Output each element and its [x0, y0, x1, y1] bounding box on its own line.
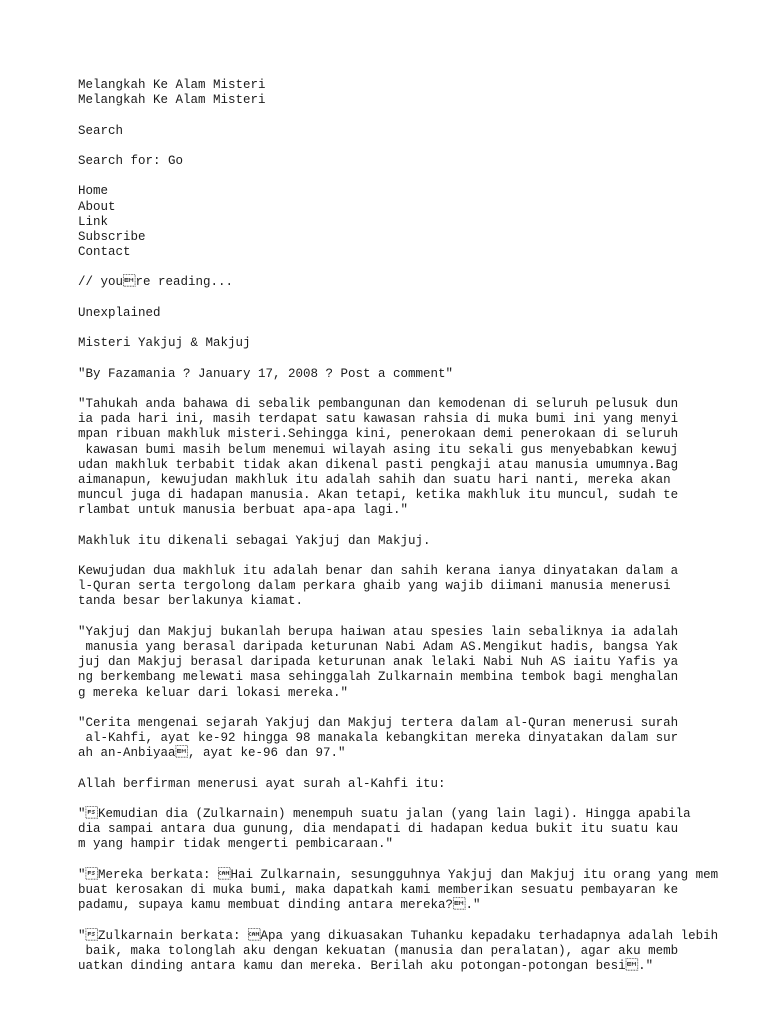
- post-title[interactable]: Misteri Yakjuj & Makjuj: [78, 336, 251, 351]
- paragraph-line: kawasan bumi masih belum menemui wilayah asing itu sekali gus menyebabkan kewuj: [78, 442, 679, 457]
- nav-item-contact[interactable]: Contact: [78, 245, 131, 260]
- paragraph-line: aimanapun, kewujudan makhluk itu adalah sahih dan suatu hari nanti, mereka akan: [78, 472, 671, 487]
- article-paragraph: [78, 534, 768, 549]
- paragraph-line: g mereka keluar dari lokasi mereka.": [78, 685, 349, 700]
- nav-menu: [78, 184, 768, 260]
- paragraph-line: al-Kahfi, ayat ke-92 hingga 98 manakala kebangkitan mereka dinyatakan dalam sur: [78, 731, 679, 746]
- paragraph-line: udan makhluk terbabit tidak akan dikenal pasti pengkaji atau manusia umumnya.Bag: [78, 457, 679, 472]
- paragraph-line: Makhluk itu dikenali sebagai Yakjuj dan Makjuj.: [78, 533, 431, 548]
- nav-item-link[interactable]: Link: [78, 214, 109, 229]
- paragraph-line: m yang hampir tidak mengerti pembicaraan.": [78, 837, 394, 852]
- paragraph-line: l-Quran serta tergolong dalam perkara ghaib yang wajib diimani manusia menerusi: [78, 579, 671, 594]
- site-title[interactable]: Melangkah Ke Alam Misteri: [78, 78, 266, 92]
- article-paragraph: [78, 564, 768, 610]
- nav-item-about[interactable]: About: [78, 199, 116, 214]
- search-label[interactable]: Search for: Go: [78, 153, 184, 168]
- paragraph-line: "Yakjuj dan Makjuj bukanlah berupa haiwan atau spesies lain sebaliknya ia adalah: [78, 624, 679, 639]
- article-paragraph: [78, 777, 768, 792]
- nav-item-subscribe[interactable]: Subscribe: [78, 229, 146, 244]
- nav-item-home[interactable]: Home: [78, 184, 109, 199]
- article-paragraph: [78, 807, 768, 853]
- paragraph-line: tanda besar berlakunya kiamat.: [78, 594, 304, 609]
- post-byline: "By Fazamania ? January 17, 2008 ? Post a comment": [78, 366, 454, 381]
- paragraph-line: " Zulkarnain berkata: Apa yang dikuasakan Tuhanku kepadaku terhadapnya adalah lebih: [78, 928, 719, 943]
- paragraph-line: Allah berfirman menerusi ayat surah al-Kahfi itu:: [78, 776, 446, 791]
- paragraph-line: ia pada hari ini, masih terdapat satu kawasan rahsia di muka bumi ini yang menyi: [78, 412, 679, 427]
- paragraph-line: manusia yang berasal daripada keturunan Nabi Adam AS.Mengikut hadis, bangsa Yak: [78, 639, 679, 654]
- paragraph-line: buat kerosakan di muka bumi, maka dapatkah kami memberikan sesuatu pembayaran ke: [78, 882, 679, 897]
- article-paragraph: [78, 716, 768, 762]
- paragraph-line: ah an-Anbiyaa, ayat ke-96 dan 97.": [78, 746, 346, 761]
- article-body: [78, 397, 768, 974]
- paragraph-line: muncul juga di hadapan manusia. Akan tetapi, ketika makhluk itu muncul, sudah te: [78, 488, 679, 503]
- article-paragraph: [78, 397, 768, 519]
- page-content: [78, 78, 768, 974]
- article-paragraph: [78, 868, 768, 914]
- paragraph-line: " Mereka berkata: Hai Zulkarnain, sesungguhnya Yakjuj dan Makjuj itu orang yang mem: [78, 867, 719, 882]
- paragraph-line: rlambat untuk manusia berbuat apa-apa lagi.": [78, 503, 409, 518]
- search-heading: Search: [78, 123, 124, 138]
- site-title-repeat: Melangkah Ke Alam Misteri: [78, 93, 266, 108]
- paragraph-line: baik, maka tolonglah aku dengan kekuatan (manusia dan peralatan), agar aku memb: [78, 943, 679, 958]
- paragraph-line: mpan ribuan makhluk misteri.Sehingga kini, penerokaan demi penerokaan di seluruh: [78, 427, 679, 442]
- paragraph-line: dia sampai antara dua gunung, dia mendapati di hadapan kedua bukit itu suatu kau: [78, 822, 679, 837]
- paragraph-line: uatkan dinding antara kamu dan mereka. Berilah aku potongan-potongan besi.": [78, 958, 654, 973]
- paragraph-line: Kewujudan dua makhluk itu adalah benar dan sahih kerana ianya dinyatakan dalam a: [78, 564, 679, 578]
- paragraph-line: "Cerita mengenai sejarah Yakjuj dan Makjuj tertera dalam al-Quran menerusi surah: [78, 715, 679, 730]
- paragraph-line: " Kemudian dia (Zulkarnain) menempuh suatu jalan (yang lain lagi). Hingga apabila: [78, 807, 691, 821]
- paragraph-line: ng berkembang melewati masa sehinggalah Zulkarnain membina tembok bagi menghalan: [78, 670, 679, 685]
- category-link[interactable]: Unexplained: [78, 305, 161, 320]
- reading-label: // youre reading...: [78, 275, 234, 290]
- paragraph-line: padamu, supaya kamu membuat dinding antara mereka?.": [78, 898, 481, 913]
- paragraph-line: juj dan Makjuj berasal daripada keturunan anak lelaki Nabi Nuh AS iaitu Yafis ya: [78, 655, 679, 670]
- article-paragraph: [78, 929, 768, 975]
- article-paragraph: [78, 625, 768, 701]
- paragraph-line: "Tahukah anda bahawa di sebalik pembangunan dan kemodenan di seluruh pelusuk dun: [78, 396, 679, 411]
